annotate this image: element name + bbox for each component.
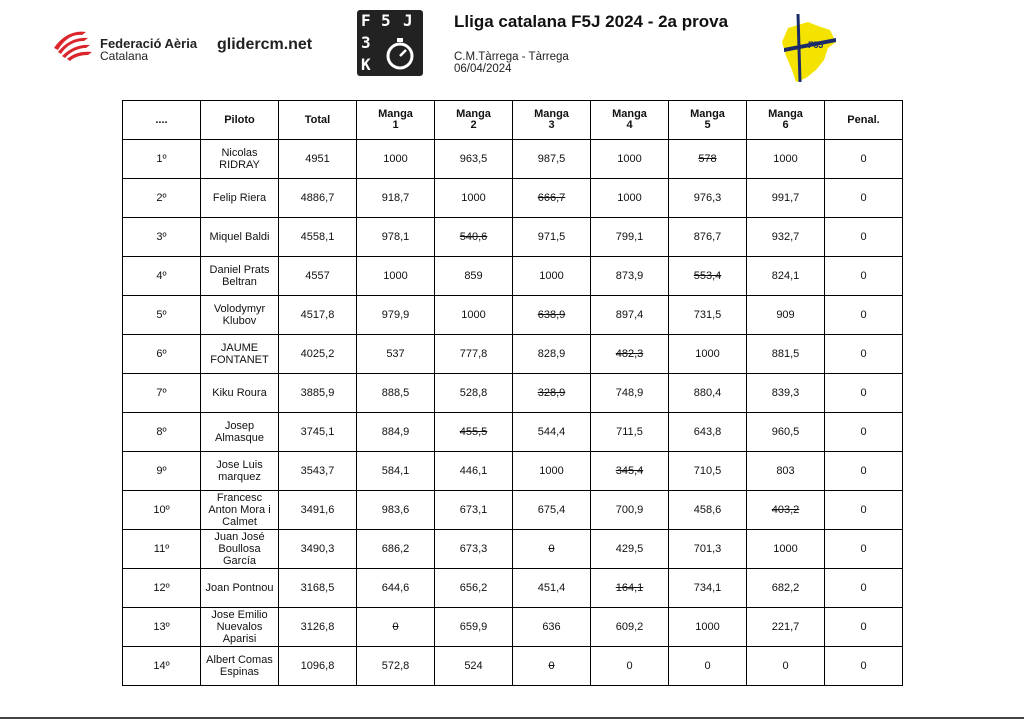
manga-1-cell: 572,8 <box>357 647 435 686</box>
pilot-name-cell: Francesc Anton Mora i Calmet <box>201 491 279 530</box>
manga-6-cell: 824,1 <box>747 257 825 296</box>
position-cell: 4º <box>123 257 201 296</box>
pilot-name-cell: Albert Comas Espinas <box>201 647 279 686</box>
total-cell: 4517,8 <box>279 296 357 335</box>
manga-6-cell: 960,5 <box>747 413 825 452</box>
penalty-cell: 0 <box>825 608 903 647</box>
position-cell: 3º <box>123 218 201 257</box>
manga-4-cell: 711,5 <box>591 413 669 452</box>
penalty-cell: 0 <box>825 530 903 569</box>
manga-4-cell: 1000 <box>591 179 669 218</box>
penalty-cell: 0 <box>825 218 903 257</box>
manga-5-cell: 731,5 <box>669 296 747 335</box>
position-cell: 12º <box>123 569 201 608</box>
total-cell: 4558,1 <box>279 218 357 257</box>
logo-letter: F <box>361 11 371 30</box>
table-header-row <box>123 101 903 140</box>
manga-2-cell: 673,1 <box>435 491 513 530</box>
logo-letter: K <box>361 55 371 74</box>
manga-6-cell: 909 <box>747 296 825 335</box>
manga-2-cell: 656,2 <box>435 569 513 608</box>
pilot-name-cell: Josep Almasque <box>201 413 279 452</box>
total-cell: 4886,7 <box>279 179 357 218</box>
manga-1-cell: 644,6 <box>357 569 435 608</box>
logo-letter: 3 <box>361 33 371 52</box>
pilot-name-cell: Joan Pontnou <box>201 569 279 608</box>
manga-1-cell: 983,6 <box>357 491 435 530</box>
table-row <box>123 569 903 608</box>
total-cell: 3490,3 <box>279 530 357 569</box>
penalty-cell: 0 <box>825 569 903 608</box>
total-cell: 3126,8 <box>279 608 357 647</box>
pilot-name-cell: Daniel Prats Beltran <box>201 257 279 296</box>
manga-1-cell: 1000 <box>357 257 435 296</box>
stopwatch-icon <box>357 10 423 76</box>
penalty-cell: 0 <box>825 413 903 452</box>
penalty-cell: 0 <box>825 491 903 530</box>
manga-1-cell: 686,2 <box>357 530 435 569</box>
position-cell: 11º <box>123 530 201 569</box>
date-label: 06/04/2024 <box>454 63 512 75</box>
table-row <box>123 491 903 530</box>
manga-1-cell: 584,1 <box>357 452 435 491</box>
manga-4-cell: 345,4 <box>591 452 669 491</box>
table-row <box>123 413 903 452</box>
manga-5-cell: 880,4 <box>669 374 747 413</box>
penalty-cell: 0 <box>825 257 903 296</box>
manga-1-cell: 979,9 <box>357 296 435 335</box>
pilot-name-cell: Jose Luis marquez <box>201 452 279 491</box>
table-row <box>123 257 903 296</box>
manga-5-cell: 1000 <box>669 335 747 374</box>
manga-1-cell: 884,9 <box>357 413 435 452</box>
manga-5-cell: 976,3 <box>669 179 747 218</box>
column-header-manga-3: Manga 3 <box>513 101 591 140</box>
table-row <box>123 647 903 686</box>
total-cell: 3168,5 <box>279 569 357 608</box>
manga-2-cell: 659,9 <box>435 608 513 647</box>
total-cell: 3885,9 <box>279 374 357 413</box>
manga-2-cell: 446,1 <box>435 452 513 491</box>
manga-3-cell: 666,7 <box>513 179 591 218</box>
manga-6-cell: 1000 <box>747 530 825 569</box>
manga-2-cell: 1000 <box>435 296 513 335</box>
table-row <box>123 608 903 647</box>
total-cell: 4025,2 <box>279 335 357 374</box>
federation-name-line2: Catalana <box>100 49 149 63</box>
manga-6-cell: 839,3 <box>747 374 825 413</box>
manga-6-cell: 803 <box>747 452 825 491</box>
manga-3-cell: 636 <box>513 608 591 647</box>
manga-5-cell: 458,6 <box>669 491 747 530</box>
manga-3-cell: 0 <box>513 647 591 686</box>
page-bottom-divider <box>0 717 1024 719</box>
pilot-name-cell: Juan José Boullosa García <box>201 530 279 569</box>
table-row <box>123 140 903 179</box>
manga-5-cell: 876,7 <box>669 218 747 257</box>
manga-3-cell: 451,4 <box>513 569 591 608</box>
manga-1-cell: 537 <box>357 335 435 374</box>
position-cell: 7º <box>123 374 201 413</box>
manga-5-cell: 553,4 <box>669 257 747 296</box>
total-cell: 4557 <box>279 257 357 296</box>
position-cell: 6º <box>123 335 201 374</box>
position-cell: 10º <box>123 491 201 530</box>
lliga-catalana-logo-icon <box>778 8 840 86</box>
manga-6-cell: 0 <box>747 647 825 686</box>
column-header-manga-5: Manga 5 <box>669 101 747 140</box>
manga-6-cell: 682,2 <box>747 569 825 608</box>
column-header-position: .... <box>123 101 201 140</box>
position-cell: 1º <box>123 140 201 179</box>
manga-3-cell: 328,9 <box>513 374 591 413</box>
penalty-cell: 0 <box>825 335 903 374</box>
column-header-total: Total <box>279 101 357 140</box>
manga-1-cell: 888,5 <box>357 374 435 413</box>
logo-letter: J <box>403 11 413 30</box>
column-header-manga-1: Manga 1 <box>357 101 435 140</box>
column-header-manga-2: Manga 2 <box>435 101 513 140</box>
pilot-name-cell: Volodymyr Klubov <box>201 296 279 335</box>
manga-3-cell: 1000 <box>513 452 591 491</box>
column-header-manga-4: Manga 4 <box>591 101 669 140</box>
manga-6-cell: 403,2 <box>747 491 825 530</box>
pilot-name-cell: JAUME FONTANET <box>201 335 279 374</box>
pilot-name-cell: Jose Emilio Nuevalos Aparisi <box>201 608 279 647</box>
manga-1-cell: 0 <box>357 608 435 647</box>
manga-4-cell: 429,5 <box>591 530 669 569</box>
table-row <box>123 374 903 413</box>
manga-6-cell: 221,7 <box>747 608 825 647</box>
column-header-manga-6: Manga 6 <box>747 101 825 140</box>
page-title: Lliga catalana F5J 2024 - 2a prova <box>454 12 729 31</box>
manga-4-cell: 609,2 <box>591 608 669 647</box>
manga-5-cell: 1000 <box>669 608 747 647</box>
manga-6-cell: 881,5 <box>747 335 825 374</box>
position-cell: 2º <box>123 179 201 218</box>
manga-2-cell: 963,5 <box>435 140 513 179</box>
manga-4-cell: 873,9 <box>591 257 669 296</box>
position-cell: 9º <box>123 452 201 491</box>
manga-3-cell: 544,4 <box>513 413 591 452</box>
table-row <box>123 530 903 569</box>
manga-2-cell: 524 <box>435 647 513 686</box>
manga-1-cell: 1000 <box>357 140 435 179</box>
total-cell: 1096,8 <box>279 647 357 686</box>
total-cell: 4951 <box>279 140 357 179</box>
penalty-cell: 0 <box>825 374 903 413</box>
position-cell: 13º <box>123 608 201 647</box>
manga-4-cell: 164,1 <box>591 569 669 608</box>
manga-5-cell: 578 <box>669 140 747 179</box>
manga-2-cell: 528,8 <box>435 374 513 413</box>
table-row <box>123 218 903 257</box>
manga-4-cell: 799,1 <box>591 218 669 257</box>
venue-label: C.M.Tàrrega - Tàrrega <box>454 51 569 63</box>
website-label: glidercm.net <box>217 36 313 53</box>
pilot-name-cell: Felip Riera <box>201 179 279 218</box>
manga-5-cell: 734,1 <box>669 569 747 608</box>
manga-3-cell: 675,4 <box>513 491 591 530</box>
results-table <box>122 100 903 686</box>
manga-3-cell: 0 <box>513 530 591 569</box>
manga-3-cell: 971,5 <box>513 218 591 257</box>
penalty-cell: 0 <box>825 140 903 179</box>
total-cell: 3491,6 <box>279 491 357 530</box>
manga-2-cell: 540,6 <box>435 218 513 257</box>
manga-4-cell: 897,4 <box>591 296 669 335</box>
penalty-cell: 0 <box>825 647 903 686</box>
manga-4-cell: 1000 <box>591 140 669 179</box>
manga-4-cell: 748,9 <box>591 374 669 413</box>
manga-2-cell: 777,8 <box>435 335 513 374</box>
manga-6-cell: 991,7 <box>747 179 825 218</box>
federation-name-line1: Federació Aèria <box>100 36 198 51</box>
column-header-penalty: Penal. <box>825 101 903 140</box>
column-header-pilot: Piloto <box>201 101 279 140</box>
penalty-cell: 0 <box>825 452 903 491</box>
table-row <box>123 335 903 374</box>
manga-3-cell: 638,9 <box>513 296 591 335</box>
manga-5-cell: 643,8 <box>669 413 747 452</box>
manga-6-cell: 1000 <box>747 140 825 179</box>
manga-3-cell: 987,5 <box>513 140 591 179</box>
manga-4-cell: 482,3 <box>591 335 669 374</box>
lliga-logo-text: F5J <box>808 40 824 50</box>
manga-2-cell: 859 <box>435 257 513 296</box>
position-cell: 5º <box>123 296 201 335</box>
manga-2-cell: 455,5 <box>435 413 513 452</box>
position-cell: 8º <box>123 413 201 452</box>
total-cell: 3543,7 <box>279 452 357 491</box>
manga-6-cell: 932,7 <box>747 218 825 257</box>
table-row <box>123 452 903 491</box>
manga-3-cell: 828,9 <box>513 335 591 374</box>
pilot-name-cell: Miquel Baldi <box>201 218 279 257</box>
logo-letter: 5 <box>381 11 391 30</box>
manga-4-cell: 700,9 <box>591 491 669 530</box>
total-cell: 3745,1 <box>279 413 357 452</box>
position-cell: 14º <box>123 647 201 686</box>
manga-5-cell: 0 <box>669 647 747 686</box>
manga-3-cell: 1000 <box>513 257 591 296</box>
penalty-cell: 0 <box>825 296 903 335</box>
penalty-cell: 0 <box>825 179 903 218</box>
manga-2-cell: 673,3 <box>435 530 513 569</box>
f5j-logo <box>357 10 423 76</box>
pilot-name-cell: Nicolas RIDRAY <box>201 140 279 179</box>
manga-5-cell: 710,5 <box>669 452 747 491</box>
manga-1-cell: 978,1 <box>357 218 435 257</box>
table-row <box>123 179 903 218</box>
table-row <box>123 296 903 335</box>
manga-2-cell: 1000 <box>435 179 513 218</box>
pilot-name-cell: Kiku Roura <box>201 374 279 413</box>
manga-5-cell: 701,3 <box>669 530 747 569</box>
manga-1-cell: 918,7 <box>357 179 435 218</box>
manga-4-cell: 0 <box>591 647 669 686</box>
